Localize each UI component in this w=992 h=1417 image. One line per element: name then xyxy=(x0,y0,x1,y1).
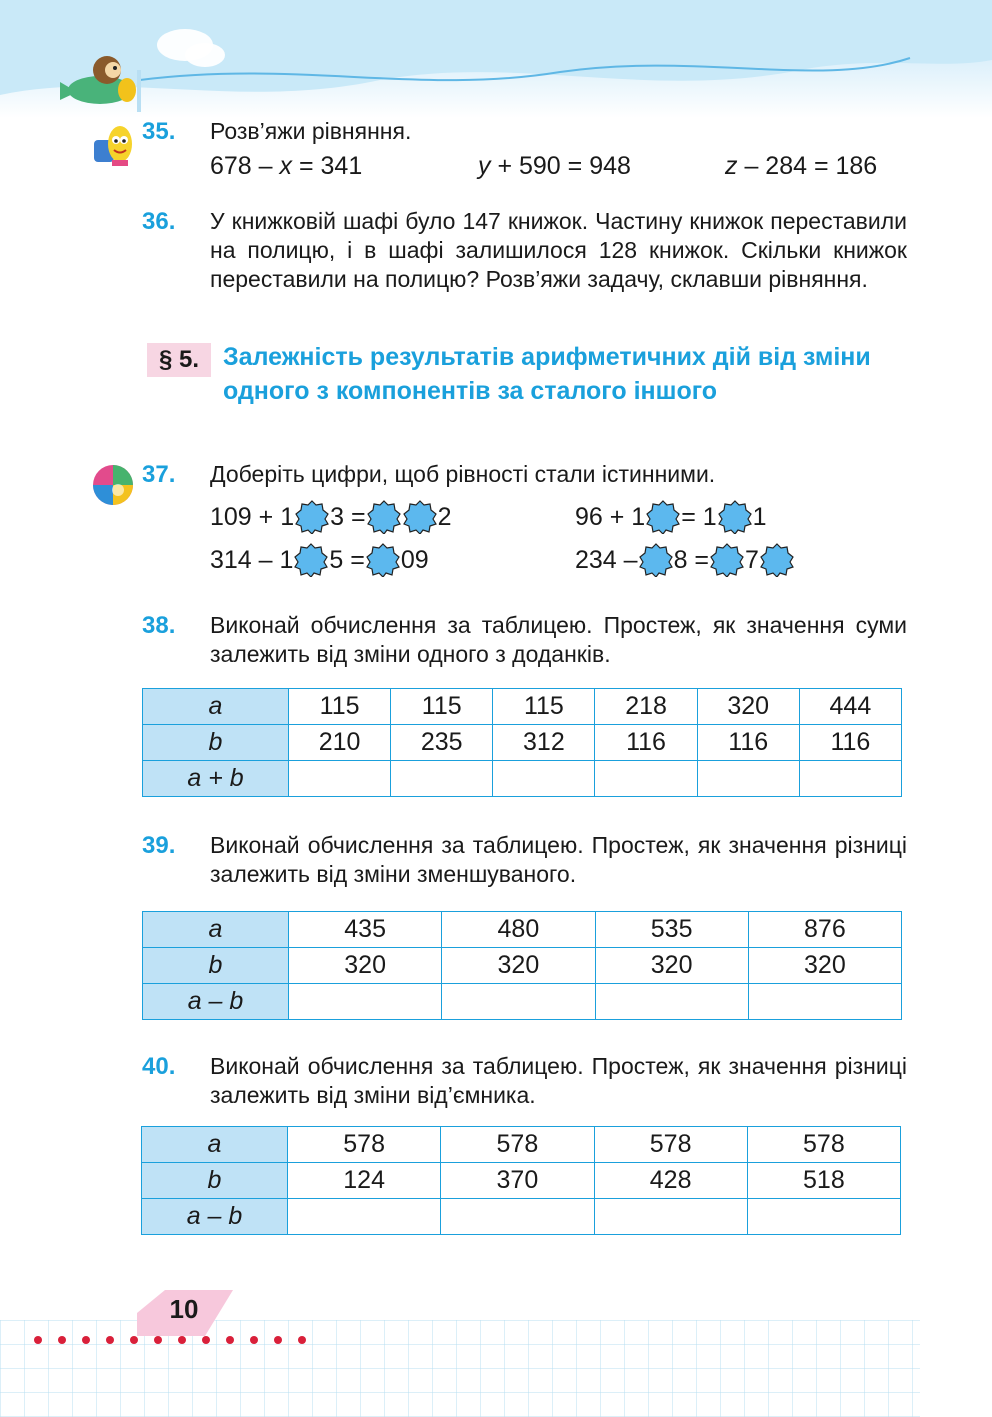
row-header: a xyxy=(143,689,289,725)
table-cell: 218 xyxy=(595,689,697,725)
equation-part: + 590 = 948 xyxy=(490,152,631,180)
table-row xyxy=(143,761,902,797)
table-row xyxy=(142,1127,901,1163)
table-cell: 320 xyxy=(748,948,901,984)
answer-cell[interactable] xyxy=(441,1199,594,1235)
table-cell: 320 xyxy=(697,689,799,725)
answer-cell[interactable] xyxy=(748,984,901,1020)
equation-part: 2 xyxy=(437,503,452,532)
page-number: 10 xyxy=(169,1294,199,1324)
table-cell: 116 xyxy=(595,725,697,761)
equation-variable: z xyxy=(725,152,738,180)
table-cell: 312 xyxy=(493,725,595,761)
row-header: a + b xyxy=(143,761,289,797)
puzzle-globe-icon xyxy=(90,462,136,508)
table-cell: 578 xyxy=(594,1127,747,1163)
answer-cell[interactable] xyxy=(595,761,697,797)
answer-cell[interactable] xyxy=(288,1199,441,1235)
table-row xyxy=(143,725,902,761)
difference-table xyxy=(141,1126,901,1235)
section-title: Залежність результатів арифметичних дій від зміни одного з компонентів за сталого іншого xyxy=(223,343,871,405)
equation-part: = 341 xyxy=(292,152,363,180)
digit-blank-blob[interactable] xyxy=(639,543,673,577)
digit-blank-blob[interactable] xyxy=(718,500,752,534)
answer-cell[interactable] xyxy=(289,761,391,797)
table-cell: 116 xyxy=(697,725,799,761)
table-cell: 480 xyxy=(442,912,595,948)
equation-row xyxy=(575,542,795,576)
digit-blank-blob[interactable] xyxy=(646,500,680,534)
table-cell: 115 xyxy=(391,689,493,725)
equation-part: 234 – xyxy=(575,546,638,575)
equation-part: 09 xyxy=(400,546,429,575)
equation-part: = 1 xyxy=(681,503,717,532)
equation-variable: y xyxy=(478,152,491,180)
table-cell: 370 xyxy=(441,1163,594,1199)
row-header: b xyxy=(143,948,289,984)
answer-cell[interactable] xyxy=(747,1199,900,1235)
difference-table xyxy=(142,911,902,1020)
equation-part: 5 = xyxy=(329,546,365,575)
table-cell: 435 xyxy=(289,912,442,948)
decorative-dots xyxy=(28,1333,328,1347)
table-row xyxy=(143,948,902,984)
row-header: a xyxy=(142,1127,288,1163)
task-text: У книжковій шафі було 147 книжок. Частину книжок переставили на полицю, і в шафі залишилося 128 книжок. Скільки книжок переставили на полицю? Розв’яжи задачу, склавши рівняння. xyxy=(210,208,907,292)
digit-blank-blob[interactable] xyxy=(294,543,328,577)
task-text: Доберіть цифри, щоб рівності стали істинними. xyxy=(210,461,716,487)
answer-cell[interactable] xyxy=(697,761,799,797)
row-header: b xyxy=(143,725,289,761)
table-cell: 115 xyxy=(493,689,595,725)
task-number: 37. xyxy=(142,461,176,488)
answer-cell[interactable] xyxy=(442,984,595,1020)
table-cell: 444 xyxy=(799,689,901,725)
airplane-hedgehog-icon xyxy=(55,40,150,115)
equation-part: 314 – 1 xyxy=(210,546,294,575)
answer-cell[interactable] xyxy=(595,984,748,1020)
table-row xyxy=(142,1163,901,1199)
table-cell: 578 xyxy=(288,1127,441,1163)
digit-blank-blob[interactable] xyxy=(366,543,400,577)
digit-blank-blob[interactable] xyxy=(295,500,329,534)
table-cell: 235 xyxy=(391,725,493,761)
table-cell: 320 xyxy=(442,948,595,984)
row-header: a xyxy=(143,912,289,948)
task-number: 39. xyxy=(142,832,176,859)
table-cell: 428 xyxy=(594,1163,747,1199)
table-cell: 578 xyxy=(441,1127,594,1163)
table-cell: 115 xyxy=(289,689,391,725)
table-cell: 578 xyxy=(747,1127,900,1163)
equation-row xyxy=(210,542,429,576)
equation-part: 3 = xyxy=(330,503,366,532)
task-text: Виконай обчислення за таблицею. Простеж, як значення різниці залежить від зміни від’ємника. xyxy=(210,1053,907,1108)
section-badge: § 5. xyxy=(147,343,211,377)
equation-part: 109 + 1 xyxy=(210,503,295,532)
table-row xyxy=(143,689,902,725)
equation xyxy=(725,152,877,181)
table-row xyxy=(142,1199,901,1235)
equation-part: 96 + 1 xyxy=(575,503,646,532)
equation-row xyxy=(210,499,451,533)
task-number: 40. xyxy=(142,1053,176,1080)
equation xyxy=(478,152,631,181)
row-header: a – b xyxy=(142,1199,288,1235)
equation-variable: x xyxy=(279,152,293,180)
task-number: 35. xyxy=(142,118,176,145)
equation-part: – 284 = 186 xyxy=(737,152,878,180)
table-cell: 124 xyxy=(288,1163,441,1199)
digit-blank-blob[interactable] xyxy=(367,500,401,534)
table-row xyxy=(143,912,902,948)
table-cell: 210 xyxy=(289,725,391,761)
task-number: 38. xyxy=(142,612,176,639)
table-row xyxy=(143,984,902,1020)
equation-part: 8 = xyxy=(673,546,710,575)
table-cell: 320 xyxy=(289,948,442,984)
task-text: Виконай обчислення за таблицею. Простеж, як значення різниці залежить від зміни зменшуваного. xyxy=(210,832,907,887)
equation-part: 1 xyxy=(752,503,767,532)
table-cell: 320 xyxy=(595,948,748,984)
table-cell: 535 xyxy=(595,912,748,948)
equation-part: 7 xyxy=(745,546,759,575)
sum-table xyxy=(142,688,902,797)
table-cell: 876 xyxy=(748,912,901,948)
answer-cell[interactable] xyxy=(799,761,901,797)
equation xyxy=(210,152,362,181)
table-cell: 116 xyxy=(799,725,901,761)
pencil-backpack-icon xyxy=(90,120,140,170)
answer-cell[interactable] xyxy=(289,984,442,1020)
equation-part: 678 – xyxy=(210,152,280,180)
task-text: Виконай обчислення за таблицею. Простеж, як значення суми залежить від зміни одного з доданків. xyxy=(210,612,907,667)
digit-blank-blob[interactable] xyxy=(710,543,744,577)
table-cell: 518 xyxy=(747,1163,900,1199)
task-number: 36. xyxy=(142,208,176,235)
row-header: a – b xyxy=(143,984,289,1020)
task-text: Розв’яжи рівняння. xyxy=(210,118,412,144)
answer-cell[interactable] xyxy=(594,1199,747,1235)
digit-blank-blob[interactable] xyxy=(403,500,437,534)
digit-blank-blob[interactable] xyxy=(760,543,794,577)
equation-row xyxy=(575,499,767,533)
answer-cell[interactable] xyxy=(493,761,595,797)
row-header: b xyxy=(142,1163,288,1199)
answer-cell[interactable] xyxy=(391,761,493,797)
